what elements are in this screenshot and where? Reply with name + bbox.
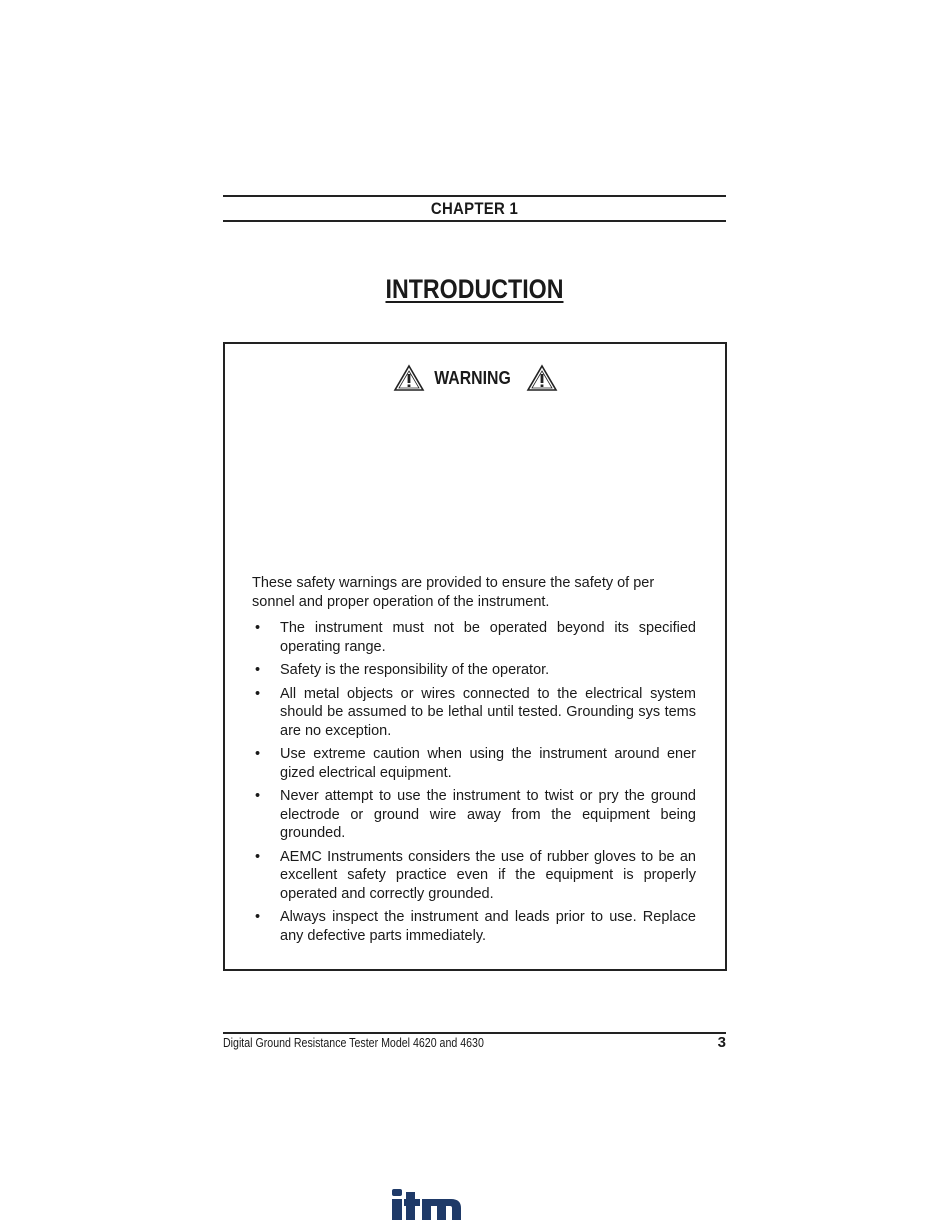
header-bottom-rule <box>223 220 726 222</box>
footer-rule <box>223 1032 726 1034</box>
itm-logo <box>391 1188 463 1221</box>
bullet: • <box>255 848 261 865</box>
list-item-text: Always inspect the instrument and leads prior to use. Replace any defective parts immediately. <box>280 909 696 944</box>
list-item-text: Use extreme caution when using the instrument around ener gized electrical equipment. <box>280 746 696 781</box>
bullet: • <box>255 746 261 762</box>
page-number: 3 <box>717 1034 726 1051</box>
warning-triangle-icon <box>393 364 425 392</box>
warning-triangle-icon <box>526 364 558 392</box>
list-item <box>252 685 696 741</box>
list-item-text: Never attempt to use the instrument to twist or pry the ground electrode or ground wire away from the equipment being grounded. <box>280 788 696 841</box>
chapter-label: CHAPTER 1 <box>430 199 519 218</box>
footer-title: Digital Ground Resistance Tester Model 4620 and 4630 <box>223 1036 484 1050</box>
list-item <box>252 787 696 843</box>
list-item <box>252 848 696 904</box>
header-top-rule <box>223 195 726 197</box>
warning-list <box>252 619 696 950</box>
list-item-text: AEMC Instruments considers the use of rubber gloves to be an excellent safety practice even if the equipment is properly operated and correctly grounded. <box>280 848 696 902</box>
bullet: • <box>255 788 261 804</box>
warning-label: WARNING <box>433 367 511 388</box>
list-item <box>252 619 696 656</box>
bullet: • <box>255 620 261 636</box>
list-item-text: The instrument must not be operated beyond its specified operating range. <box>280 620 696 655</box>
warning-box <box>223 342 727 971</box>
warning-intro: These safety warnings are provided to ensure the safety of per sonnel and proper operation of the instrument. <box>252 575 655 610</box>
list-item-text: Safety is the responsibility of the operator. <box>280 662 550 678</box>
list-item-text: All metal objects or wires connected to the electrical system should be assumed to be lethal until tested. Grounding sys tems are no exception. <box>280 685 696 739</box>
page-title: INTRODUCTION <box>385 274 564 304</box>
bullet: • <box>255 685 261 702</box>
list-item <box>252 661 696 680</box>
list-item <box>252 745 696 782</box>
list-item <box>252 908 696 945</box>
bullet: • <box>255 662 261 678</box>
bullet: • <box>255 909 261 925</box>
warning-heading <box>225 364 725 394</box>
